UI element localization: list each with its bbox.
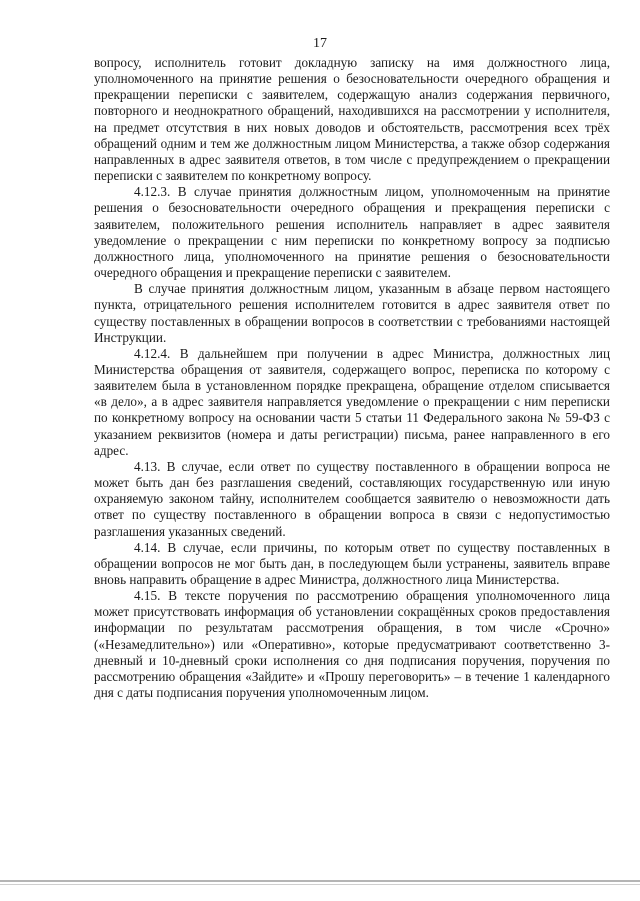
paragraph-4-12-3: 4.12.3. В случае принятия должностным лицом, уполномоченным на принятие решения о безосновательности очередного обращения и прекращения переписки с заявителем, положительного решения исполнитель направляет в адрес заявителя уведомление о прекращении с ним переписки по конкретному вопросу за подписью должностного лица, уполномоченного на принятие решения о безосновательности очередного обращения и прекращение переписки с заявителем. <box>94 184 610 281</box>
paragraph-continuation: вопросу, исполнитель готовит докладную записку на имя должностного лица, уполномоченного на принятие решения о безосновательности очередного обращения и прекращении переписки с заявителем, содержащую анализ содержания первичного, повторного и неоднократного обращений, находившихся на рассмотрении у исполнителя, на предмет отсутствия в них новых доводов и обстоятельств, рассмотрения всех трёх обращений одним и тем же должностным лицом Министерства, а также обзор содержания направленных в адрес заявителя ответов, в том числе с предупреждением о прекращении переписки с заявителем по конкретному вопросу. <box>94 55 610 184</box>
paragraph-negative-decision: В случае принятия должностным лицом, указанным в абзаце первом настоящего пункта, отрицательного решения исполнителем готовится в адрес заявителя ответ по существу поставленных в обращении вопросов в соответствии с требованиями настоящей Инструкции. <box>94 281 610 345</box>
scan-edge-line <box>0 884 640 885</box>
page-number: 17 <box>313 36 327 51</box>
scan-edge-line <box>0 880 640 882</box>
document-body <box>94 55 610 701</box>
paragraph-4-12-4: 4.12.4. В дальнейшем при получении в адрес Министра, должностных лиц Министерства обращения от заявителя, содержащего вопрос, переписка по которому с заявителем была в установленном порядке прекращена, обращение отделом списывается «в дело», а в адрес заявителя направляется уведомление о прекращении с ним переписки по конкретному вопросу на основании части 5 статьи 11 Федерального закона № 59-ФЗ с указанием реквизитов (номера и даты регистрации) письма, ранее направленного в его адрес. <box>94 345 610 458</box>
paragraph-4-13: 4.13. В случае, если ответ по существу поставленного в обращении вопроса не может быть дан без разглашения сведений, составляющих государственную или иную охраняемую законом тайну, исполнителем сообщается заявителю о невозможности дать ответ по существу поставленного в обращении вопроса в связи с недопустимостью разглашения указанных сведений. <box>94 458 610 539</box>
paragraph-4-14: 4.14. В случае, если причины, по которым ответ по существу поставленных в обращении вопросов не мог быть дан, в последующем были устранены, заявитель вправе вновь направить обращение в адрес Министра, должностного лица Министерства. <box>94 539 610 587</box>
paragraph-4-15: 4.15. В тексте поручения по рассмотрению обращения уполномоченного лица может присутствовать информация об установлении сокращённых сроков предоставления информации по результатам рассмотрения обращения, в том числе «Срочно» («Незамедлительно») или «Оперативно», которые предусматривают соответственно 3-дневный и 10-дневный сроки исполнения со дня подписания поручения, поручения по рассмотрению обращения «Зайдите» и «Прошу переговорить» – в течение 1 календарного дня с даты подписания поручения уполномоченным лицом. <box>94 588 610 701</box>
